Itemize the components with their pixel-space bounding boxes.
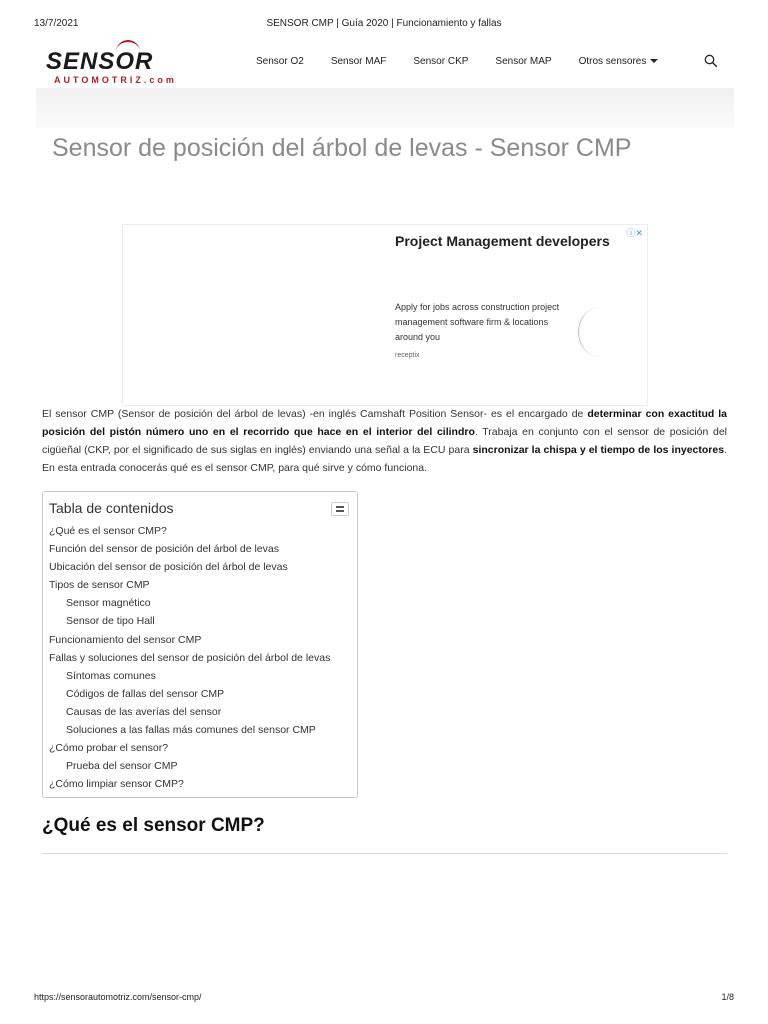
- ad-body: Apply for jobs across construction project management software firm & locations around you: [395, 302, 560, 342]
- print-doc-title: SENSOR CMP | Guía 2020 | Funcionamiento y fallas: [266, 18, 502, 29]
- toc-item[interactable]: ¿Cómo probar el sensor?: [49, 742, 169, 755]
- nav-item-sensor-o2[interactable]: Sensor O2: [256, 56, 304, 67]
- ad-headline[interactable]: Project Management developers: [395, 233, 610, 249]
- title-band: [36, 88, 734, 128]
- main-nav: [256, 56, 658, 67]
- ad-arrow-icon[interactable]: [578, 307, 622, 357]
- toc-item[interactable]: ¿Qué es el sensor CMP?: [49, 525, 167, 537]
- site-header: [34, 38, 734, 90]
- intro-paragraph: [42, 405, 727, 477]
- section-heading: ¿Qué es el sensor CMP?: [42, 815, 265, 836]
- toc-subitem[interactable]: Causas de las averías del sensor: [66, 705, 222, 718]
- toc-item[interactable]: ¿Cómo limpiar sensor CMP?: [49, 778, 184, 791]
- print-url: https://sensorautomotriz.com/sensor-cmp/: [34, 992, 202, 1002]
- toc-list: [49, 522, 351, 793]
- toc-item[interactable]: Ubicación del sensor de posición del árbol de levas: [49, 561, 288, 574]
- toc-toggle-button[interactable]: [331, 502, 349, 516]
- intro-bold-b: determinar con exactitud la posición del pistón número uno en el recorrido que hace en el interior del cilindro: [42, 408, 727, 438]
- print-date: 13/7/2021: [34, 18, 79, 29]
- section-divider: [42, 853, 727, 854]
- ad-banner[interactable]: [122, 224, 648, 406]
- caret-down-icon: [650, 59, 658, 63]
- nav-item-sensor-ckp[interactable]: Sensor CKP: [413, 56, 469, 67]
- nav-item-sensor-map[interactable]: Sensor MAP: [495, 56, 552, 67]
- toc-title: Tabla de contenidos: [49, 500, 174, 516]
- ad-source: receptix: [395, 352, 420, 359]
- toc-subitem[interactable]: Prueba del sensor CMP: [66, 760, 178, 773]
- intro-text-c: . Trabaja en conjunto con el sensor de posición del cigüeñal (CKP, por el significado de sus siglas en inglés) enviando una señal a la ECU para: [42, 426, 728, 456]
- ad-choices-icon[interactable]: ⓘ✕: [626, 228, 643, 238]
- page-title: Sensor de posición del árbol de levas - Sensor CMP: [52, 134, 632, 162]
- intro-text-a: El sensor CMP (Sensor de posición del árbol de levas) -en inglés Camshaft Position Sensor- es el encargado de: [42, 408, 588, 420]
- site-logo[interactable]: [46, 40, 177, 88]
- logo-sub-text: AUTOMOTRIZ.com: [54, 75, 177, 85]
- intro-text-e: . En esta entrada conocerás qué es el sensor CMP, para qué sirve y cómo funciona.: [42, 444, 727, 474]
- toc-subitem[interactable]: Códigos de fallas del sensor CMP: [66, 687, 225, 700]
- nav-item-otros-sensores[interactable]: [579, 56, 659, 67]
- print-page-number: 1/8: [721, 992, 734, 1002]
- menu-icon: [336, 506, 344, 512]
- toc-subitem[interactable]: Soluciones a las fallas más comunes del sensor CMP: [66, 724, 316, 737]
- logo-main-text: SENSOR: [46, 48, 154, 75]
- print-header: [34, 18, 734, 32]
- nav-item-otros-sensores-label: Otros sensores: [578, 56, 647, 67]
- toc-item[interactable]: Funcionamiento del sensor CMP: [49, 633, 202, 646]
- toc-item[interactable]: Tipos de sensor CMP: [49, 579, 150, 592]
- search-icon[interactable]: [704, 54, 718, 68]
- toc-subitem[interactable]: Síntomas comunes: [66, 669, 156, 682]
- nav-item-sensor-maf[interactable]: Sensor MAF: [330, 56, 387, 67]
- toc-item[interactable]: Fallas y soluciones del sensor de posición del árbol de levas: [49, 651, 331, 664]
- toc-subitem[interactable]: Sensor magnético: [66, 597, 151, 610]
- toc-subitem[interactable]: Sensor de tipo Hall: [66, 615, 155, 628]
- toc-item[interactable]: Función del sensor de posición del árbol de levas: [49, 543, 279, 556]
- table-of-contents: [42, 491, 358, 798]
- intro-bold-d: sincronizar la chispa y el tiempo de los inyectores: [472, 444, 725, 456]
